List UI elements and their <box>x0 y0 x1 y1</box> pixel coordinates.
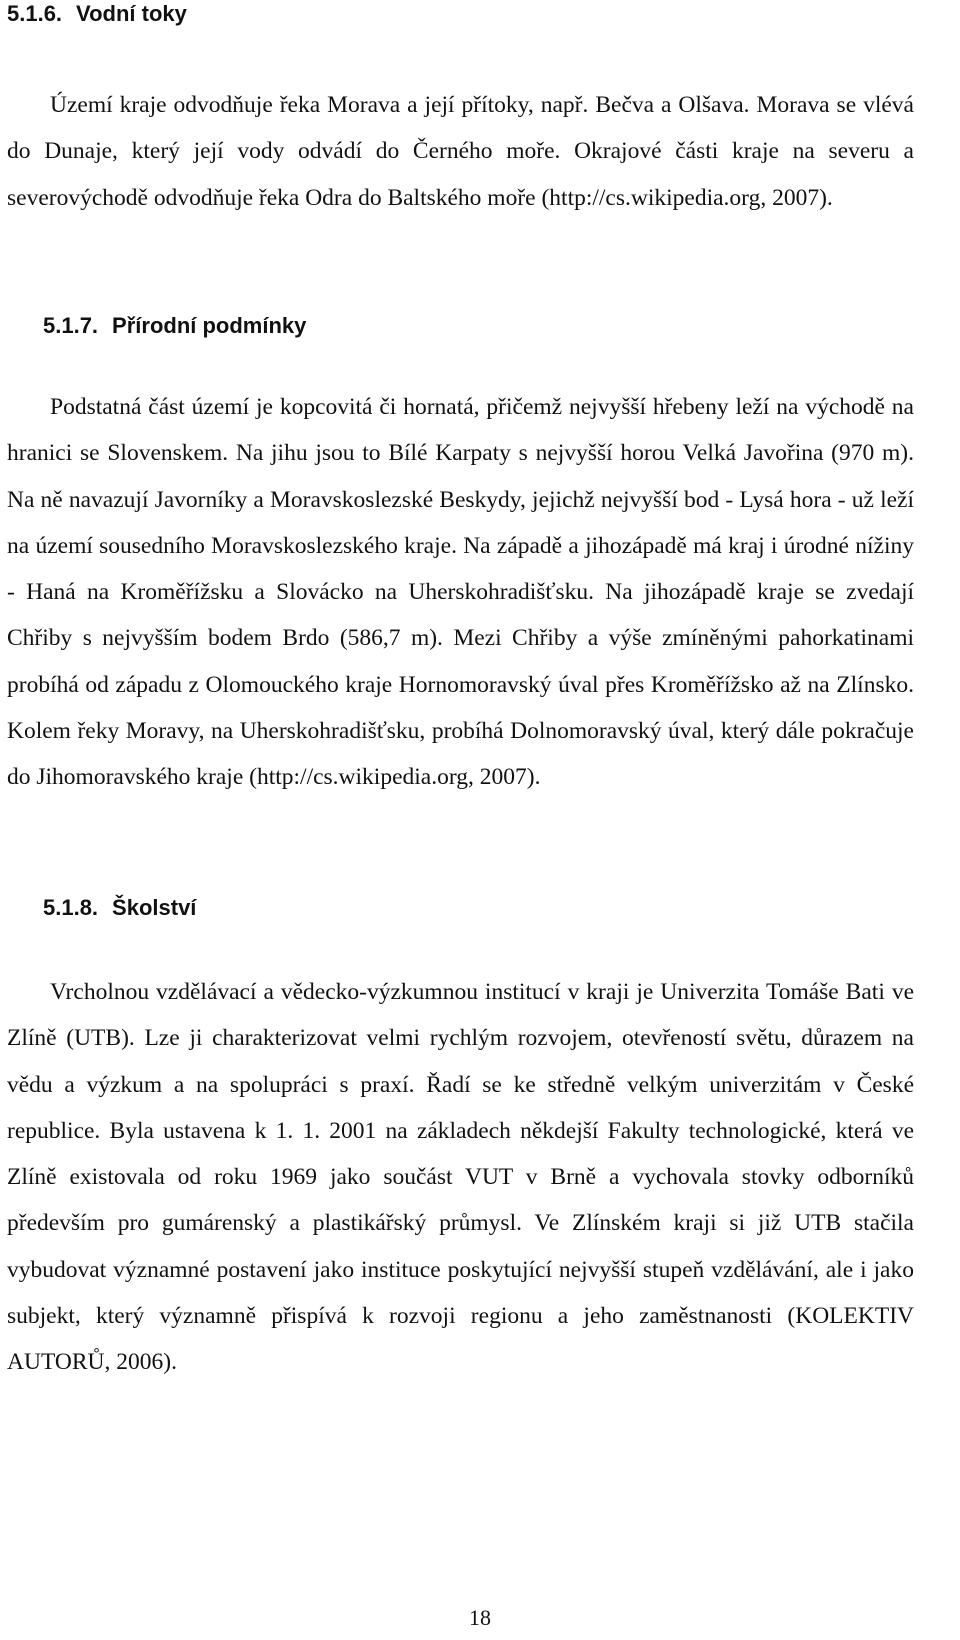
section-heading-skolstvi <box>43 894 196 922</box>
paragraph-skolstvi: Vrcholnou vzdělávací a vědecko-výzkumnou institucí v kraji je Univerzita Tomáše Bati ve Zlíně (UTB). Lze ji charakterizovat velmi rychlým rozvojem, otevřeností světu, důrazem na vědu a výzkum a na spolupráci s praxí. Řadí se ke středně velkým univerzitám v České republice. Byla ustavena k 1. 1. 2001 na základech někdejší Fakulty technologické, která ve Zlíně existovala od roku 1969 jako součást VUT v Brně a vychovala stovky odborníků především pro gumárenský a plastikářský průmysl. Ve Zlínském kraji si již UTB stačila vybudovat významné postavení jako instituce poskytující nejvyšší stupeň vzdělávání, ale i jako subjekt, který významně přispívá k rozvoji regionu a jeho zaměstnanosti (KOLEKTIV AUTORŮ, 2006). <box>7 979 914 1376</box>
paragraph-prirodni-podminky: Podstatná část území je kopcovitá či hornatá, přičemž nejvyšší hřebeny leží na východě na hranici se Slovenskem. Na jihu jsou to Bílé Karpaty s nejvyšší horou Velká Javořina (970 m). Na ně navazují Javorníky a Moravskoslezské Beskydy, jejichž nejvyšší bod - Lysá hora - už leží na území sousedního Moravskoslezského kraje. Na západě a jihozápadě má kraj i úrodné nížiny - Haná na Kroměřížsku a Slovácko na Uherskohradišťsku. Na jihozápadě kraje se zvedají Chřiby s nejvyšším bodem Brdo (586,7 m). Mezi Chřiby a výše zmíněnými pahorkatinami probíhá od západu z Olomouckého kraje Hornomoravský úval přes Kroměřížsko až na Zlínsko. Kolem řeky Moravy, na Uherskohradišťsku, probíhá Dolnomoravský úval, který dále pokračuje do Jihomoravského kraje (http://cs.wikipedia.org, 2007). <box>7 394 914 791</box>
section-heading-vodni-toky <box>7 0 187 28</box>
section-heading-prirodni-podminky <box>43 312 306 340</box>
section-title: Přírodní podmínky <box>112 313 307 338</box>
paragraph-vodni-toky: Území kraje odvodňuje řeka Morava a její přítoky, např. Bečva a Olšava. Morava se vlévá do Dunaje, který její vody odvádí do Černého moře. Okrajové části kraje na severu a severovýchodě odvodňuje řeka Odra do Baltského moře (http://cs.wikipedia.org, 2007). <box>7 92 914 211</box>
section-number: 5.1.7. <box>43 313 99 338</box>
page-number: 18 <box>469 1605 491 1630</box>
section-number: 5.1.8. <box>43 895 99 920</box>
section-number: 5.1.6. <box>7 1 63 26</box>
section-title: Školství <box>112 895 197 920</box>
section-title: Vodní toky <box>76 1 187 26</box>
